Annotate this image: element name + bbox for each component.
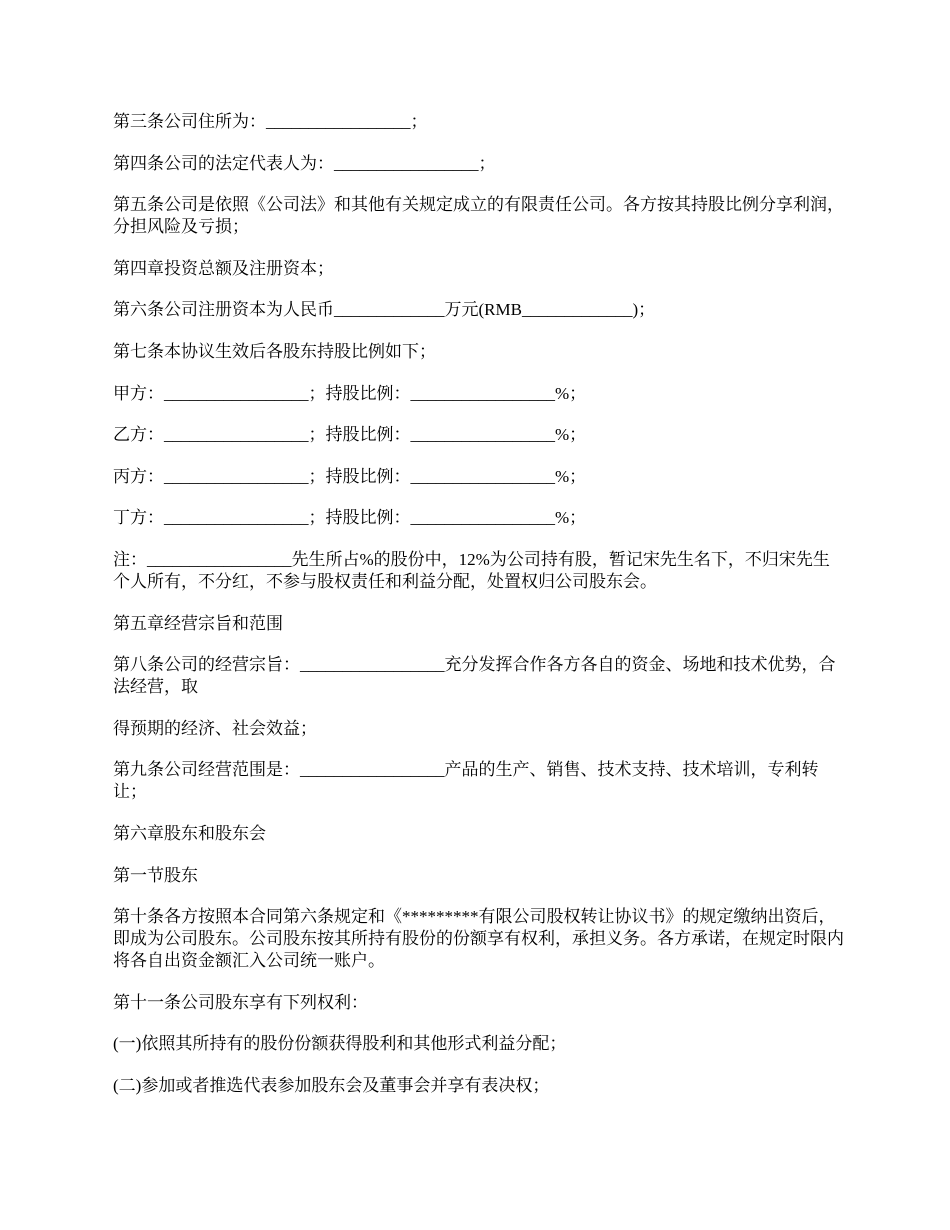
article-3-address: 第三条公司住所为：_________________；	[113, 112, 428, 131]
section-1-heading: 第一节股东	[113, 865, 198, 885]
party-d-share: 丁方：_________________；持股比例：_________________%；	[113, 508, 587, 528]
article-4-legal-rep: 第四条公司的法定代表人为：_________________；	[113, 153, 496, 173]
party-b-share: 乙方：_________________；持股比例：_________________%；	[113, 425, 587, 445]
article-9-scope: 第九条公司经营范围是：_________________产品的生产、销售、技术支持、技术培训，专利转让；	[113, 760, 819, 802]
right-item-1: (一)依照其所持有的股份份额获得股利和其他形式利益分配；	[113, 1034, 567, 1054]
article-7-shareholding: 第七条本协议生效后各股东持股比例如下；	[113, 341, 436, 361]
chapter-5-heading: 第五章经营宗旨和范围	[113, 613, 283, 633]
party-c-share: 丙方：_________________；持股比例：_________________%；	[113, 466, 587, 486]
article-8-continuation: 得预期的经济、社会效益；	[113, 718, 317, 738]
right-item-2: (二)参加或者推选代表参加股东会及董事会并享有表决权；	[113, 1075, 550, 1095]
chapter-6-heading: 第六章股东和股东会	[113, 823, 266, 843]
party-a-share: 甲方：_________________；持股比例：_________________%；	[113, 383, 587, 403]
note-paragraph: 注：_________________先生所占%的股份中，12%为公司持有股，暂记宋先生名下，不归宋先生个人所有，不分红，不参与股权责任和利益分配，处置权归公司股东会。	[113, 549, 830, 591]
article-6-registered-capital: 第六条公司注册资本为人民币_____________万元(RMB_____________)；	[113, 300, 656, 320]
chapter-4-heading: 第四章投资总额及注册资本；	[113, 258, 334, 278]
article-5-company-nature: 第五条公司是依照《公司法》和其他有关规定成立的有限责任公司。各方按其持股比例分享利润，分担风险及亏损；	[113, 195, 844, 237]
article-10-shareholders: 第十条各方按照本合同第六条规定和《*********有限公司股权转让协议书》的规定缴纳出资后，即成为公司股东。公司股东按其所持有股份的份额享有权利，承担义务。各方承诺，在规定时限内将各自出资金额汇入公司统一账户。	[113, 907, 844, 971]
article-11-rights: 第十一条公司股东享有下列权利：	[113, 992, 368, 1012]
article-8-purpose: 第八条公司的经营宗旨：_________________充分发挥合作各方各自的资金、场地和技术优势，合法经营，取	[113, 655, 836, 697]
